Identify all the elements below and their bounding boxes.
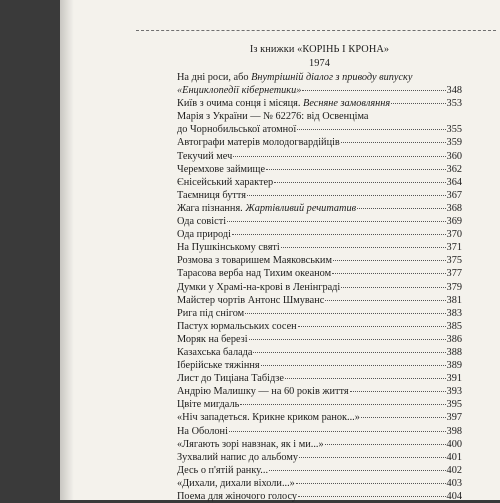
toc-entry-title xyxy=(177,215,226,228)
table-of-contents xyxy=(177,43,462,503)
toc-entry-title xyxy=(177,385,349,398)
toc-entry-title xyxy=(177,425,228,438)
toc-entry-title xyxy=(177,477,295,490)
toc-entry-title-text: На Оболоні xyxy=(177,425,228,437)
toc-entry-page: 359 xyxy=(446,137,462,149)
toc-entry-title xyxy=(177,438,324,451)
toc-entry-title-text: Розмова з товаришем Маяковським xyxy=(177,255,332,267)
toc-entry-page: 393 xyxy=(446,386,462,398)
toc-entry-title-text: Поема для жіночого голосу xyxy=(177,491,298,502)
toc-entry-page: 355 xyxy=(446,124,462,136)
toc-entry-title xyxy=(177,97,390,110)
toc-entry xyxy=(177,372,462,385)
toc-entry-title xyxy=(177,254,332,267)
toc-entry-title xyxy=(177,71,412,84)
toc-leader-dots xyxy=(245,312,445,314)
toc-entry xyxy=(177,490,462,503)
toc-leader-dots xyxy=(350,390,446,392)
toc-entry xyxy=(177,294,462,307)
toc-entry xyxy=(177,346,462,359)
toc-entry-title xyxy=(177,411,360,424)
toc-entry-page: 400 xyxy=(446,438,462,450)
toc-entry-title-text: «Лягають зорі навзнак, як і ми...» xyxy=(177,438,324,450)
toc-entry-title xyxy=(177,241,280,254)
toc-entry-title-text: Андрію Малишку — на 60 років життя xyxy=(177,386,349,398)
toc-leader-dots xyxy=(299,456,446,458)
toc-leader-dots xyxy=(232,233,446,235)
header-rule xyxy=(136,30,496,32)
toc-entry-title xyxy=(177,333,248,346)
toc-entry-title xyxy=(177,398,239,411)
toc-list xyxy=(177,71,462,503)
toc-entry-title xyxy=(177,136,340,149)
toc-entry-title-text: Цвіте мигдаль xyxy=(177,399,240,411)
toc-leader-dots xyxy=(391,102,445,104)
toc-entry-title-text: Зухвалий напис до альбому xyxy=(177,451,298,463)
toc-entry xyxy=(177,320,462,333)
section-heading: Із книжки «КОРІНЬ І КРОНА» xyxy=(249,44,390,55)
toc-entry-title xyxy=(177,281,340,294)
toc-entry-title-text: Моряк на березі xyxy=(177,333,248,345)
toc-leader-dots xyxy=(302,89,445,91)
toc-entry-page: 377 xyxy=(446,268,462,280)
toc-entry-page: 389 xyxy=(446,360,462,372)
toc-entry xyxy=(177,385,462,398)
toc-entry-title-text: Жага пізнання. xyxy=(177,202,246,214)
toc-entry xyxy=(177,307,462,320)
toc-entry xyxy=(177,333,462,346)
toc-entry-title-text: до Чорнобильської атомної xyxy=(177,124,297,136)
toc-entry-page: 385 xyxy=(446,320,462,332)
toc-leader-dots xyxy=(249,338,446,340)
toc-entry-page: 397 xyxy=(446,412,462,424)
toc-entry-title xyxy=(177,189,246,202)
toc-entry xyxy=(177,241,462,254)
toc-entry-title-text: Казахська балада xyxy=(177,346,253,358)
toc-entry xyxy=(177,359,462,372)
toc-entry-title xyxy=(177,228,231,241)
toc-entry xyxy=(177,110,462,123)
toc-leader-dots xyxy=(233,155,445,157)
toc-entry-title-text: Десь о п'ятій ранку... xyxy=(177,464,269,476)
toc-leader-dots xyxy=(261,364,446,366)
toc-entry-page: 362 xyxy=(446,163,462,175)
toc-entry xyxy=(177,84,462,97)
toc-entry xyxy=(177,97,462,110)
toc-entry-page: 353 xyxy=(446,98,462,110)
toc-leader-dots xyxy=(325,443,446,445)
toc-leader-dots xyxy=(361,416,446,418)
toc-entry xyxy=(177,123,462,136)
toc-entry-title-text: Тарасова верба над Тихим океаном xyxy=(177,268,332,280)
toc-entry xyxy=(177,71,462,84)
toc-entry-page: 371 xyxy=(446,242,462,254)
toc-leader-dots xyxy=(297,128,445,130)
toc-entry-title-text: Рига під снігом xyxy=(177,307,245,319)
toc-entry-title-italic: Жартівливий речитатив xyxy=(245,202,357,214)
toc-entry xyxy=(177,477,462,490)
toc-leader-dots xyxy=(266,168,446,170)
toc-entry-title xyxy=(177,372,284,385)
toc-leader-dots xyxy=(253,351,445,353)
toc-entry xyxy=(177,215,462,228)
toc-leader-dots xyxy=(269,469,446,471)
toc-leader-dots xyxy=(357,207,445,209)
toc-leader-dots xyxy=(240,403,445,405)
toc-entry-page: 404 xyxy=(446,491,462,502)
toc-entry-title xyxy=(177,123,296,136)
toc-entry xyxy=(177,176,462,189)
toc-entry xyxy=(177,398,462,411)
toc-entry-title xyxy=(177,84,301,97)
toc-entry-title-text: Думки у Храмі-на-крові в Ленінграді xyxy=(177,281,341,293)
toc-entry-page: 388 xyxy=(446,346,462,358)
toc-entry-title-text: На Пушкінському святі xyxy=(177,242,280,254)
toc-entry-page: 360 xyxy=(446,150,462,162)
toc-leader-dots xyxy=(247,194,446,196)
toc-entry-page: 383 xyxy=(446,307,462,319)
toc-entry-title xyxy=(177,110,369,123)
toc-entry xyxy=(177,425,462,438)
toc-entry-title xyxy=(177,490,297,503)
toc-entry-title-text: Лист до Тиціана Табідзе xyxy=(177,373,284,385)
toc-entry-title xyxy=(177,320,297,333)
toc-entry-title-text: «Ніч западеться. Крикне криком ранок...» xyxy=(177,412,360,424)
toc-entry-title-text: Ода совісті xyxy=(177,216,227,228)
toc-leader-dots xyxy=(296,482,446,484)
toc-entry-title-text: Автографи матерів молодогвардійців xyxy=(177,137,340,149)
toc-entry-title-text: Таємниця буття xyxy=(177,189,246,201)
toc-entry-title xyxy=(177,451,298,464)
toc-leader-dots xyxy=(325,299,445,301)
toc-entry-title xyxy=(177,307,244,320)
toc-entry-title-text: «Дихали, дихали віхоли...» xyxy=(177,477,295,489)
toc-leader-dots xyxy=(341,286,445,288)
toc-entry xyxy=(177,228,462,241)
toc-entry-page: 395 xyxy=(446,399,462,411)
toc-entry xyxy=(177,202,462,215)
toc-entry xyxy=(177,438,462,451)
toc-entry xyxy=(177,136,462,149)
toc-entry-title-italic: «Енциклопедії кібернетики» xyxy=(177,85,302,97)
section-year: 1974 xyxy=(309,58,330,69)
toc-entry xyxy=(177,464,462,477)
toc-entry xyxy=(177,163,462,176)
toc-entry-title-text: Майстер чортів Антонс Шмуванс xyxy=(177,294,325,306)
toc-entry-page: 402 xyxy=(446,464,462,476)
toc-leader-dots xyxy=(281,246,446,248)
toc-leader-dots xyxy=(298,325,446,327)
toc-entry-title-italic: Весняне замовляння xyxy=(303,98,391,110)
toc-leader-dots xyxy=(298,495,445,497)
toc-entry-title-text: Черемхове займище xyxy=(177,163,266,175)
toc-entry xyxy=(177,267,462,280)
toc-leader-dots xyxy=(333,259,446,261)
toc-entry-title xyxy=(177,464,268,477)
toc-entry-title xyxy=(177,202,356,215)
toc-entry-title xyxy=(177,346,252,359)
toc-entry xyxy=(177,189,462,202)
toc-entry-title xyxy=(177,150,232,163)
toc-entry xyxy=(177,254,462,267)
toc-entry-title xyxy=(177,359,260,372)
toc-entry xyxy=(177,411,462,424)
toc-entry-title-text: Київ з очима сонця і місяця. xyxy=(177,98,304,110)
toc-entry-page: 369 xyxy=(446,216,462,228)
page-gutter-shadow xyxy=(60,0,74,500)
toc-entry-page: 381 xyxy=(446,294,462,306)
toc-entry xyxy=(177,150,462,163)
toc-entry-title-text: Пастух юрмальських сосен xyxy=(177,320,297,332)
toc-entry-page: 398 xyxy=(446,425,462,437)
toc-entry-title-text: На дні роси, або xyxy=(177,72,252,83)
toc-entry-title-text: Єнісейський характер xyxy=(177,176,274,188)
toc-leader-dots xyxy=(274,181,445,183)
toc-entry-page: 403 xyxy=(446,477,462,489)
toc-leader-dots xyxy=(285,377,446,379)
toc-entry-page: 391 xyxy=(446,373,462,385)
toc-entry-title xyxy=(177,163,265,176)
toc-entry-page: 379 xyxy=(446,281,462,293)
toc-entry-title xyxy=(177,267,331,280)
toc-entry-page: 368 xyxy=(446,202,462,214)
toc-leader-dots xyxy=(227,220,445,222)
toc-leader-dots xyxy=(332,272,445,274)
toc-entry-title-text: Іберійське тяжіння xyxy=(177,360,260,372)
book-page xyxy=(60,0,500,500)
toc-entry-title-text: Текучий меч xyxy=(177,150,233,162)
toc-leader-dots xyxy=(229,430,446,432)
toc-entry-page: 401 xyxy=(446,451,462,463)
toc-entry-title xyxy=(177,176,273,189)
toc-entry-page: 364 xyxy=(446,176,462,188)
toc-entry-page: 386 xyxy=(446,333,462,345)
toc-entry-title-text: Марія з України — № 62276: від Освенціма xyxy=(177,111,369,123)
toc-entry-title xyxy=(177,294,324,307)
toc-entry xyxy=(177,281,462,294)
toc-entry-page: 370 xyxy=(446,229,462,241)
toc-entry-page: 348 xyxy=(446,85,462,97)
toc-entry xyxy=(177,451,462,464)
toc-entry-page: 375 xyxy=(446,255,462,267)
toc-entry-title-text: Ода природі xyxy=(177,229,231,241)
toc-leader-dots xyxy=(341,141,446,143)
toc-entry-title-italic: Внутрішній діалог з приводу випуску xyxy=(251,72,413,83)
toc-entry-page: 367 xyxy=(446,189,462,201)
